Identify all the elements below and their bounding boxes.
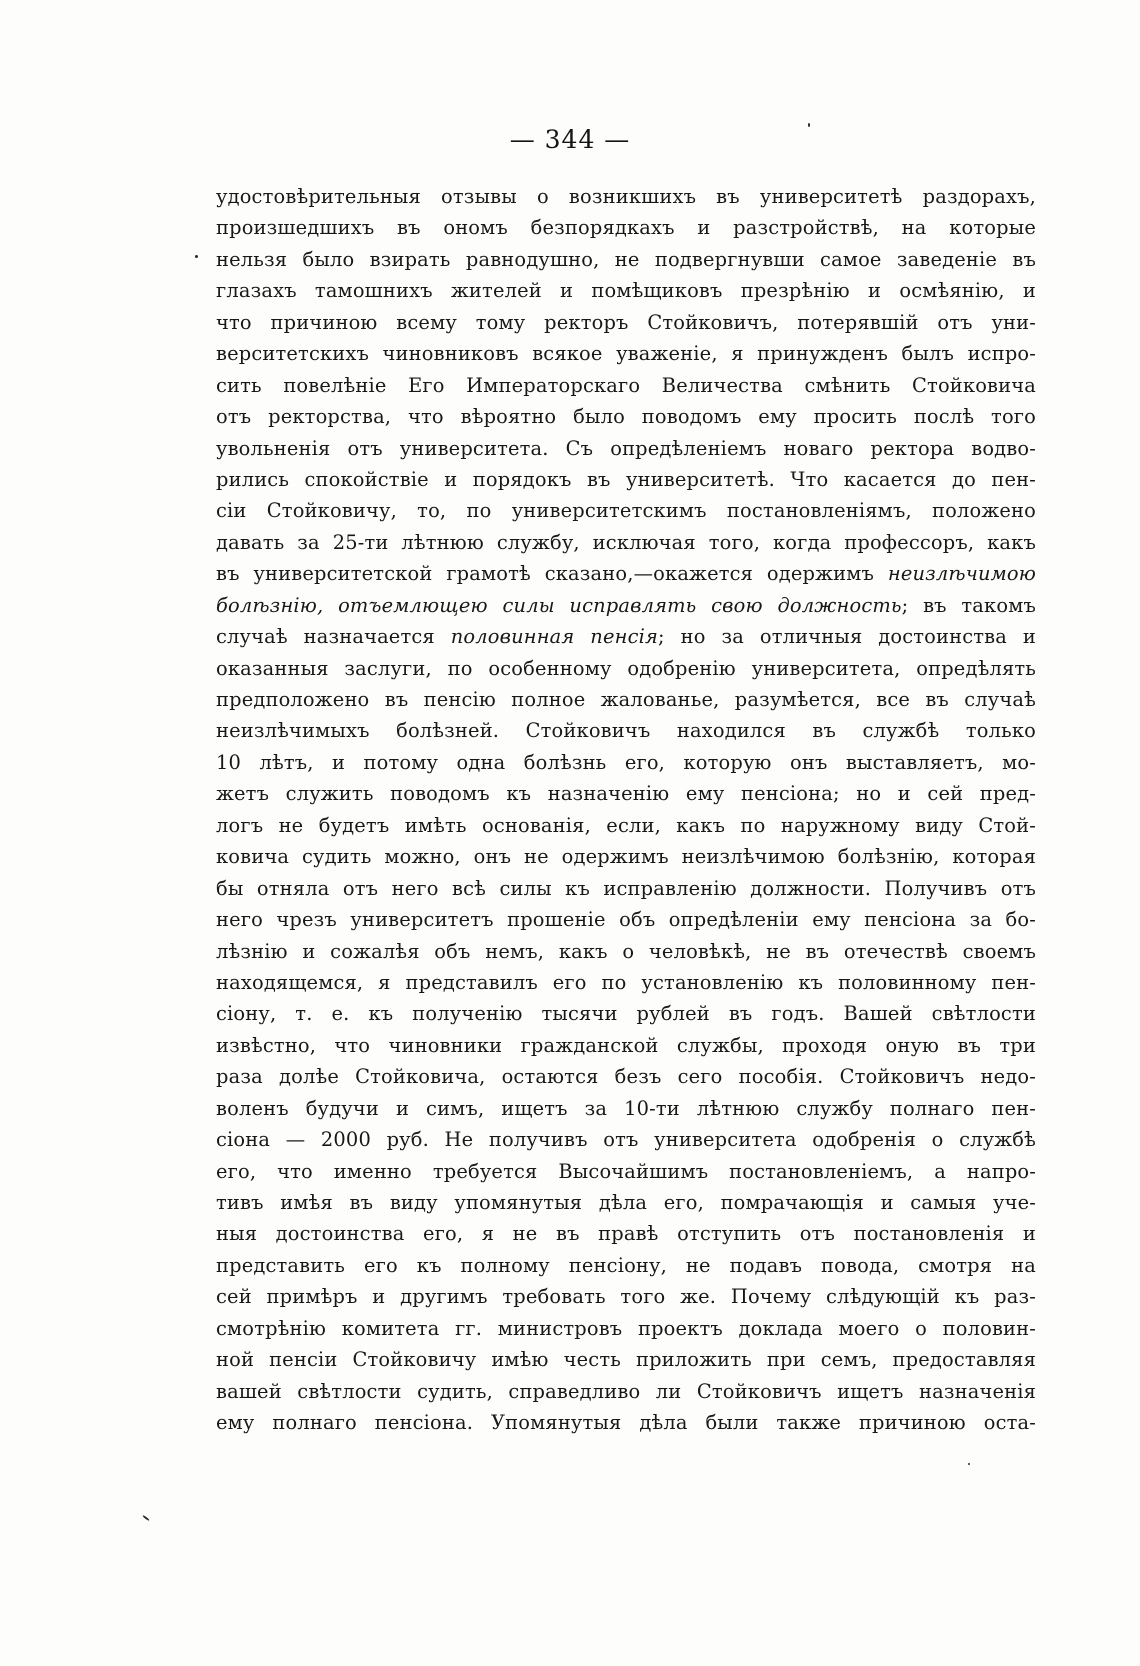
text-line	[216, 401, 1036, 432]
body-text	[216, 181, 1036, 1439]
text-line	[216, 1218, 1036, 1249]
text-run: бы отняла отъ него всѣ силы къ исправленію должности. Получивъ отъ	[216, 876, 1036, 900]
text-run: воленъ будучи и симъ, ищетъ за 10-ти лѣтнюю службу полнаго пен-	[216, 1096, 1036, 1120]
scan-speck	[968, 1463, 970, 1465]
text-line	[216, 338, 1036, 369]
text-line	[216, 1281, 1036, 1312]
text-line	[216, 1407, 1036, 1438]
text-run: лѣзнію и сожалѣя объ немъ, какъ о человѣкѣ, не въ отечествѣ своемъ	[216, 939, 1036, 963]
text-run: предположено въ пенсію полное жалованье, разумѣется, все въ случаѣ	[216, 688, 1036, 711]
text-line	[216, 1376, 1036, 1407]
text-run: рились спокойствіе и порядокъ въ университетѣ. Что касается до пен-	[216, 467, 1036, 491]
text-line	[216, 873, 1036, 904]
text-line	[216, 1124, 1036, 1155]
text-line	[216, 275, 1036, 306]
text-run: неизлѣчимыхъ болѣзней. Стойковичъ находился въ службѣ только	[216, 719, 1036, 743]
text-run: 10 лѣтъ, и потому одна болѣзнь его, которую онъ выставляетъ, мо-	[216, 750, 1036, 774]
text-run: сить повелѣніе Его Императорскаго Величества смѣнить Стойковича	[216, 373, 1036, 397]
text-run: тивъ имѣя въ виду упомянутыя дѣла его, помрачающія и самыя уче-	[216, 1191, 1036, 1214]
text-line	[216, 715, 1036, 746]
italic-text: неизлѣчимою	[887, 562, 1036, 586]
text-line	[216, 1030, 1036, 1061]
text-line	[216, 181, 1036, 212]
text-line	[216, 810, 1036, 841]
text-run: представить его къ полному пенсіону, не подавъ повода, смотря на	[216, 1253, 1036, 1277]
text-run: сіи Стойковичу, то, по университетскимъ постановленіямъ, положено	[216, 499, 1036, 523]
text-line	[216, 684, 1036, 715]
text-run: сіона — 2000 руб. Не получивъ отъ университета одобренія о службѣ	[216, 1128, 1036, 1152]
text-line	[216, 1313, 1036, 1344]
text-line	[216, 904, 1036, 935]
text-line	[216, 212, 1036, 243]
text-line	[216, 778, 1036, 809]
text-line	[216, 1156, 1036, 1187]
text-run: увольненія отъ университета. Съ опредѣленіемъ новаго ректора водво-	[216, 436, 1036, 460]
text-line	[216, 1250, 1036, 1281]
italic-text: болѣзнію, отъемлющею силы исправлять свою должность	[216, 593, 902, 617]
text-run: ныя достоинства его, я не въ правѣ отступить отъ постановленія и	[216, 1222, 1036, 1246]
text-line	[216, 244, 1036, 275]
text-run: удостовѣрительныя отзывы о возникшихъ въ университетѣ раздорахъ,	[216, 185, 1036, 208]
text-run: вашей свѣтлости судить, справедливо ли Стойковичъ ищетъ назначенія	[216, 1379, 1036, 1403]
text-run: что причиною всему тому ректоръ Стойковичъ, потерявшій отъ уни-	[216, 310, 1036, 334]
text-line	[216, 967, 1036, 998]
text-line	[216, 558, 1036, 589]
text-run: глазахъ тамошнихъ жителей и помѣщиковъ презрѣнію и осмѣянію, и	[216, 279, 1036, 303]
text-line	[216, 307, 1036, 338]
text-line	[216, 527, 1036, 558]
italic-text: половинная пенсія	[450, 625, 659, 649]
text-run: извѣстно, что чиновники гражданской службы, проходя оную въ три	[216, 1033, 1036, 1057]
text-run: произшедшихъ въ ономъ безпорядкахъ и разстройствѣ, на которые	[216, 216, 1036, 240]
text-line	[216, 1093, 1036, 1124]
text-line	[216, 1187, 1036, 1218]
text-line	[216, 495, 1036, 526]
text-line	[216, 1061, 1036, 1092]
text-line	[216, 653, 1036, 684]
text-run: сіону, т. е. къ полученію тысячи рублей въ годъ. Вашей свѣтлости	[216, 1002, 1036, 1026]
text-line	[216, 841, 1036, 872]
page-number: — 344 —	[509, 125, 631, 154]
text-line	[216, 464, 1036, 495]
text-run: нельзя было взирать равнодушно, не подвергнувши самое заведеніе въ	[216, 247, 1036, 271]
text-run: верситетскихъ чиновниковъ всякое уваженіе, я принужденъ былъ испро-	[216, 342, 1036, 366]
text-run: давать за 25-ти лѣтнюю службу, исключая того, когда профессоръ, какъ	[216, 530, 1036, 554]
text-line	[216, 433, 1036, 464]
text-line	[216, 370, 1036, 401]
text-run: ковича судить можно, онъ не одержимъ неизлѣчимою болѣзнію, которая	[216, 845, 1036, 869]
scan-speck	[142, 1515, 150, 1522]
text-run: ; въ такомъ	[901, 593, 1036, 617]
text-run: смотрѣнію комитета гг. министровъ проектъ доклада моего о половин-	[216, 1316, 1036, 1340]
text-line	[216, 1344, 1036, 1375]
text-run: сей примѣръ и другимъ требовать того же. Почему слѣдующій къ раз-	[216, 1285, 1036, 1309]
text-run: находящемся, я представилъ его по установленію къ половинному пен-	[216, 970, 1036, 994]
text-run: него чрезъ университетъ прошеніе объ опредѣленіи ему пенсіона за бо-	[216, 908, 1036, 932]
text-run: ; но за отличныя достоинства и	[658, 625, 1036, 649]
text-run: отъ ректорства, что вѣроятно было поводомъ ему просить послѣ того	[216, 405, 1036, 429]
text-run: оказанныя заслуги, по особенному одобренію университета, опредѣлять	[216, 656, 1036, 680]
text-line	[216, 621, 1036, 652]
text-line	[216, 590, 1036, 621]
text-run: его, что именно требуется Высочайшимъ постановленіемъ, а напро-	[216, 1159, 1036, 1183]
scan-speck	[808, 123, 810, 127]
text-line	[216, 936, 1036, 967]
scan-speck	[195, 255, 198, 258]
text-line	[216, 747, 1036, 778]
text-run: жетъ служить поводомъ къ назначенію ему пенсіона; но и сей пред-	[216, 782, 1036, 806]
text-run: логъ не будетъ имѣть основанія, если, какъ по наружному виду Стой-	[216, 813, 1036, 837]
text-run: ему полнаго пенсіона. Упомянутыя дѣла были также причиною оста-	[216, 1411, 1036, 1435]
text-line	[216, 998, 1036, 1029]
text-run: случаѣ назначается	[216, 625, 451, 649]
text-run: раза долѣе Стойковича, остаются безъ сего пособія. Стойковичъ недо-	[216, 1065, 1036, 1089]
text-run: въ университетской грамотѣ сказано,—окажется одержимъ	[216, 562, 888, 586]
text-run: ной пенсіи Стойковичу имѣю честь приложить при семъ, предоставляя	[216, 1348, 1036, 1372]
